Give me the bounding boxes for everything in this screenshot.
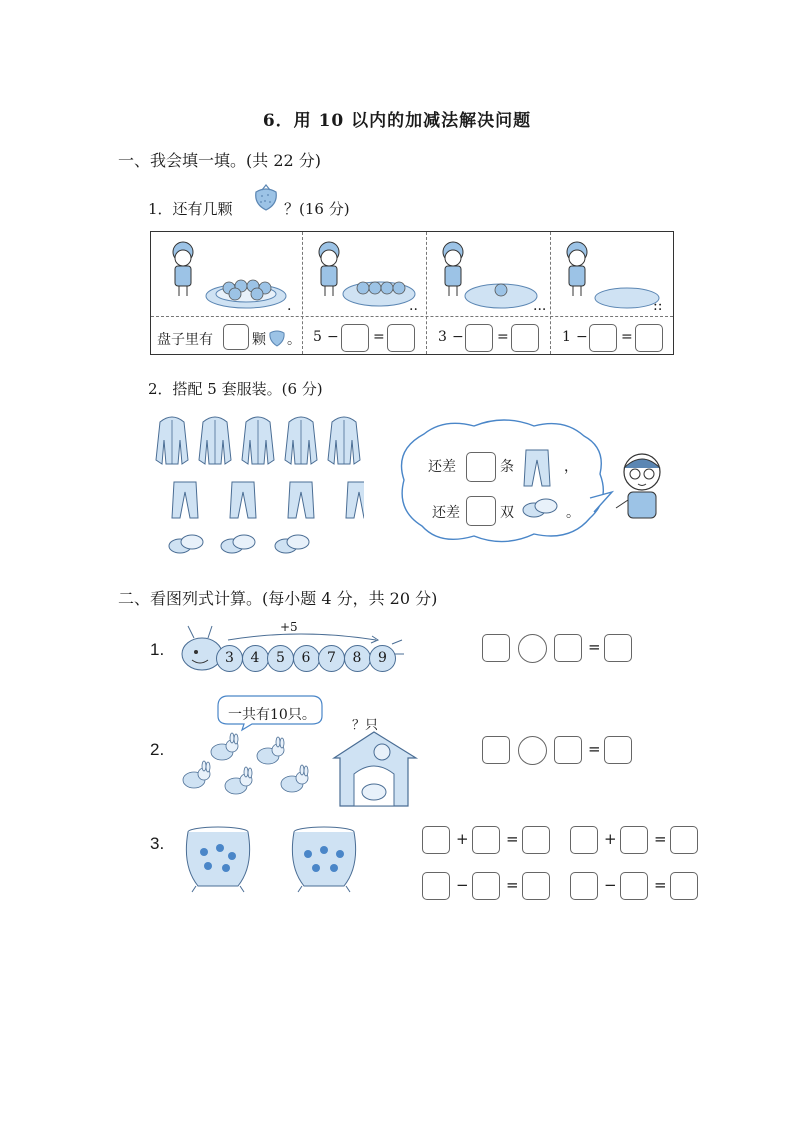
jacket-icon [156, 417, 188, 464]
bubble-line1-end: ， [564, 459, 578, 475]
caterpillar-segment: 8 [344, 645, 371, 672]
jacket-icon [285, 417, 317, 464]
cell1-text: 盘子里有 [157, 332, 213, 348]
caterpillar-segment: 3 [216, 645, 243, 672]
q2-2-box-c[interactable] [604, 736, 632, 764]
page-title: 6．用 10 以内的加减法解决问题 [262, 111, 532, 131]
q2-1-box-a[interactable] [482, 634, 510, 662]
boy-icon [173, 242, 193, 296]
q2-label: 2．搭配 5 套服装。(6 分) [148, 380, 323, 398]
q2-2-eq: = [588, 740, 601, 758]
caterpillar-segment: 9 [369, 645, 396, 672]
q2-1-box-c[interactable] [604, 634, 632, 662]
shoes-icon [221, 535, 255, 553]
cell3-eq: = [497, 329, 509, 345]
strawberry-table [150, 231, 674, 355]
pants-icon [288, 482, 314, 518]
q2-3-r2-d[interactable] [570, 872, 598, 900]
q2-3-r2-minus2: − [604, 876, 617, 894]
cell3-minuend: 3 [438, 329, 447, 345]
shoes-icon [522, 494, 560, 522]
strawberry-icon [250, 182, 282, 212]
cell2-eq: = [373, 329, 385, 345]
q2-1-num: 1. [150, 640, 165, 659]
q2-3-r1-a[interactable] [422, 826, 450, 854]
boy-with-glasses-icon [612, 448, 672, 528]
cell2-minuend: 5 [313, 329, 322, 345]
q2-3-r1-d[interactable] [570, 826, 598, 854]
rabbits [180, 726, 330, 806]
q2-2-box-a[interactable] [482, 736, 510, 764]
q2-1-eq: = [588, 638, 601, 656]
section-1-heading: 一、我会填一填。(共 22 分) [118, 151, 322, 170]
q2-3-r2-b[interactable] [472, 872, 500, 900]
dots-1: . [287, 298, 292, 314]
q2-3-r1-plus: + [456, 830, 469, 848]
rabbit-icon [183, 761, 210, 788]
bubble-line2-pre: 还差 [432, 505, 460, 521]
cell3-minus: − [452, 329, 464, 345]
q2-3-r1-c[interactable] [522, 826, 550, 854]
pants-icon [346, 482, 364, 518]
caterpillar-segment: 7 [318, 645, 345, 672]
boy-icon [319, 242, 339, 296]
q2-3-r1-e[interactable] [620, 826, 648, 854]
q1-label-pre: 1．还有几颗 [148, 200, 233, 218]
rabbit-icon [211, 733, 238, 760]
q2-3-r1-eq2: = [654, 830, 667, 848]
bubble-line1-mid: 条 [500, 459, 514, 475]
boy-icon [567, 242, 587, 296]
bubble-answer-shoes[interactable] [466, 496, 496, 526]
answer-box-3b[interactable] [511, 324, 539, 352]
bubble-answer-pants[interactable] [466, 452, 496, 482]
speech-text: 一共有10只。 [228, 707, 316, 723]
rabbit-icon [257, 737, 284, 764]
q2-3-r2-c[interactable] [522, 872, 550, 900]
q2-2-num: 2. [150, 740, 165, 759]
q2-1-operator-circle[interactable] [518, 634, 547, 663]
cell2-minus: − [327, 329, 339, 345]
bubble-line2-mid: 双 [500, 505, 514, 521]
bubble-line2-end: 。 [566, 505, 580, 521]
cell4-eq: = [621, 329, 633, 345]
bubble-line1-pre: 还差 [428, 459, 456, 475]
q1-label [148, 198, 233, 219]
clothing-items [154, 412, 364, 562]
caterpillar-segment: 6 [293, 645, 320, 672]
question-label: ？只 [352, 718, 379, 733]
q2-3-r2-eq: = [506, 876, 519, 894]
cell1-suffix: 颗 [252, 332, 266, 348]
q2-3-r1-eq: = [506, 830, 519, 848]
dots-4: :: [653, 298, 663, 314]
cell1-end: 。 [287, 332, 301, 348]
dots-2: .. [409, 298, 418, 314]
caterpillar-segment: 5 [267, 645, 294, 672]
rabbit-icon [281, 765, 308, 792]
answer-box-4a[interactable] [589, 324, 617, 352]
jacket-icon [242, 417, 274, 464]
dots-3: ... [533, 298, 547, 314]
strawberry-icon [267, 326, 287, 348]
rabbit-icon [225, 767, 252, 794]
q2-3-r2-minus: − [456, 876, 469, 894]
q2-3-num: 3. [150, 834, 165, 853]
q2-3-r2-eq2: = [654, 876, 667, 894]
q2-3-r2-a[interactable] [422, 872, 450, 900]
rabbit-house-icon [330, 728, 420, 810]
section-2-heading: 二、看图列式计算。(每小题 4 分，共 20 分) [118, 589, 438, 608]
answer-box-1[interactable] [223, 324, 249, 350]
q2-2-operator-circle[interactable] [518, 736, 547, 765]
q2-3-r2-e[interactable] [620, 872, 648, 900]
q2-3-r1-plus2: + [604, 830, 617, 848]
thought-bubble [394, 414, 614, 550]
answer-box-4b[interactable] [635, 324, 663, 352]
plus-five-label: +5 [280, 620, 298, 634]
shoes-icon [169, 535, 203, 553]
answer-box-2a[interactable] [341, 324, 369, 352]
pants-icon [230, 482, 256, 518]
answer-box-2b[interactable] [387, 324, 415, 352]
caterpillar-segment: 4 [242, 645, 269, 672]
q2-3-r1-b[interactable] [472, 826, 500, 854]
boy-icon [443, 242, 463, 296]
q2-3-r2-f[interactable] [670, 872, 698, 900]
shoes-icon [275, 535, 309, 553]
q2-3-r1-f[interactable] [670, 826, 698, 854]
pants-icon [172, 482, 198, 518]
q2-1-box-b[interactable] [554, 634, 582, 662]
boy-with-plate-6 [161, 236, 301, 316]
answer-box-3a[interactable] [465, 324, 493, 352]
pants-icon [520, 446, 554, 488]
q1-label-post: ？(16 分) [284, 200, 350, 218]
cell4-minuend: 1 [562, 329, 571, 345]
cell4-minus: − [576, 329, 588, 345]
jacket-icon [199, 417, 231, 464]
q2-2-box-b[interactable] [554, 736, 582, 764]
fish-bowl-icon [288, 826, 360, 896]
fish-bowl-icon [182, 826, 254, 896]
jacket-icon [328, 417, 360, 464]
